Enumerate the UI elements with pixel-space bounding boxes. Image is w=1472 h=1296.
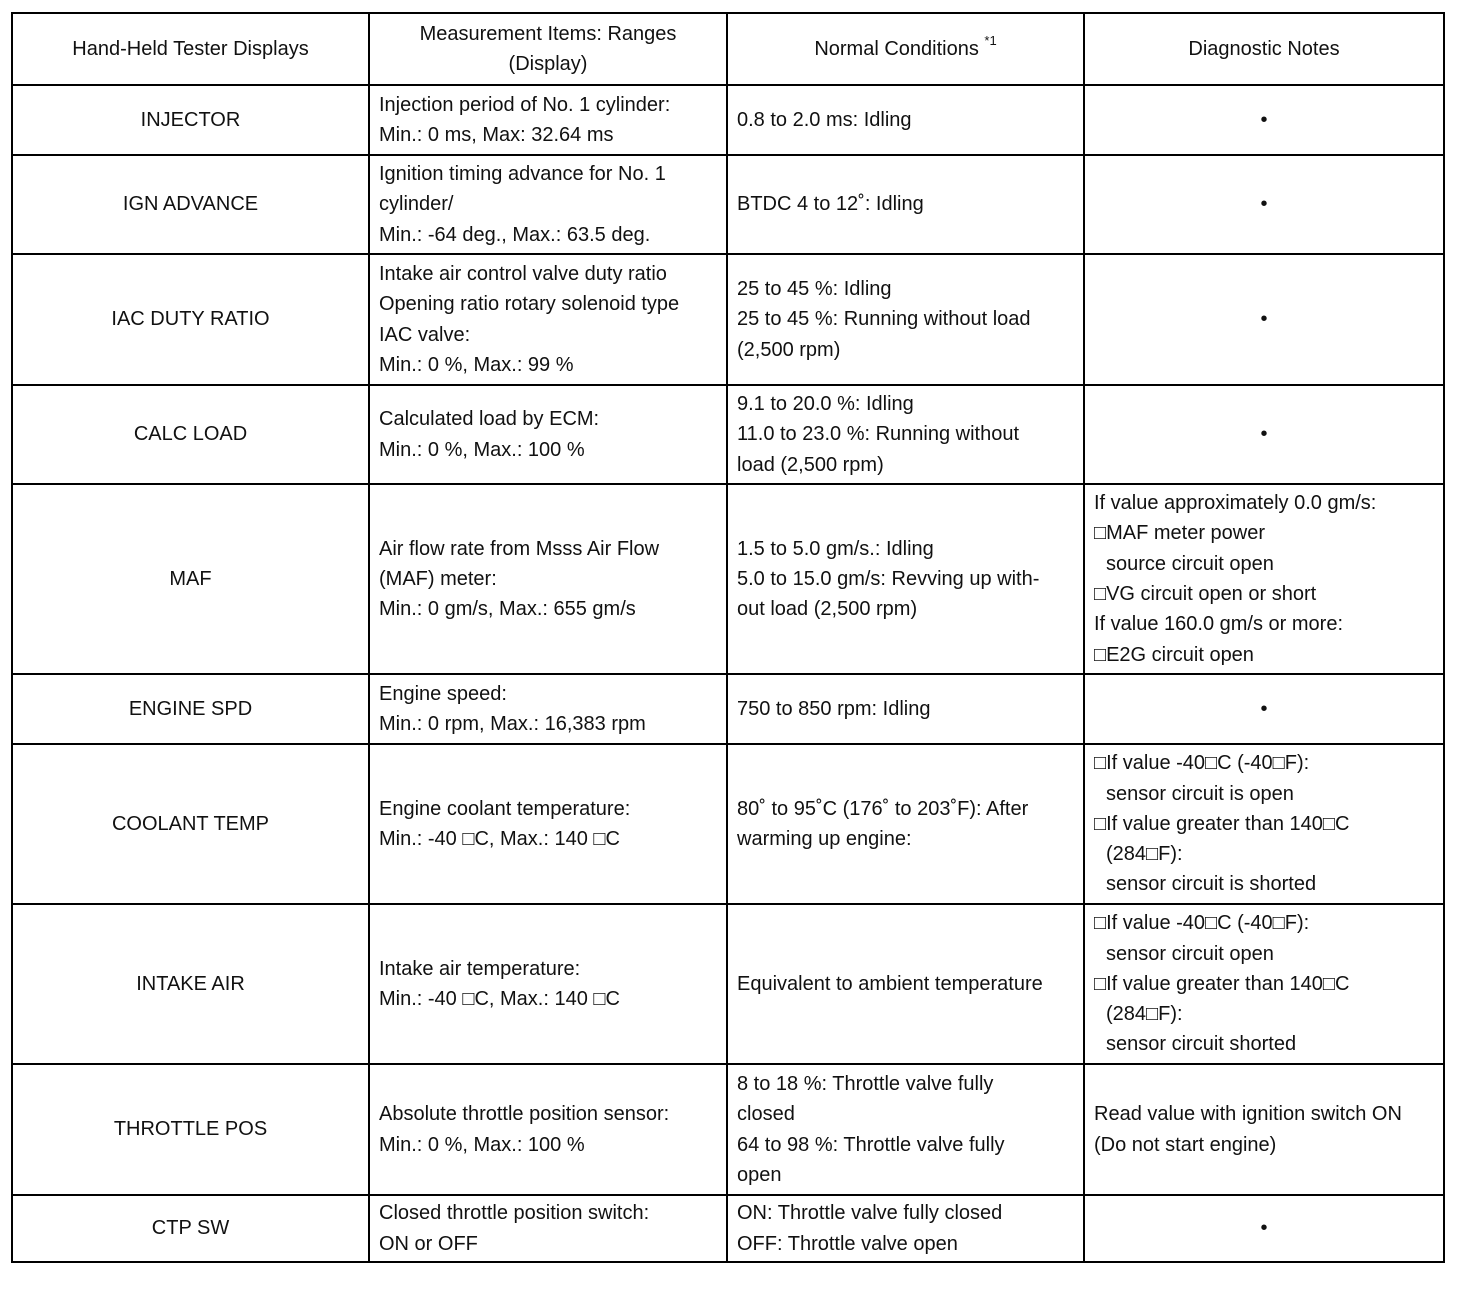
measurement-cell: Intake air temperature: Min.: -40 □C, Max.: 140 □C xyxy=(369,904,727,1064)
tester-display-cell: THROTTLE POS xyxy=(12,1064,369,1195)
diagnostic-notes-cell: • xyxy=(1084,155,1444,254)
table-row xyxy=(12,1195,1444,1262)
table-row xyxy=(12,744,1444,904)
diagnostic-notes-cell: • xyxy=(1084,254,1444,385)
tester-display-cell: IGN ADVANCE xyxy=(12,155,369,254)
normal-condition-cell: BTDC 4 to 12˚: Idling xyxy=(727,155,1084,254)
table-row xyxy=(12,484,1444,674)
footnote-marker: *1 xyxy=(984,33,997,49)
tester-display-cell: CTP SW xyxy=(12,1195,369,1262)
tester-display-cell: CALC LOAD xyxy=(12,385,369,484)
table-row xyxy=(12,254,1444,385)
table-row xyxy=(12,904,1444,1064)
tester-display-cell: COOLANT TEMP xyxy=(12,744,369,904)
normal-condition-cell: 9.1 to 20.0 %: Idling 11.0 to 23.0 %: Running without load (2,500 rpm) xyxy=(727,385,1084,484)
measurement-cell: Injection period of No. 1 cylinder: Min.: 0 ms, Max: 32.64 ms xyxy=(369,85,727,155)
table-row xyxy=(12,155,1444,254)
tester-display-cell: MAF xyxy=(12,484,369,674)
tester-display-cell: IAC DUTY RATIO xyxy=(12,254,369,385)
diagnostic-notes-cell: If value approximately 0.0 gm/s: □MAF meter power source circuit open □VG circuit open or short If value 160.0 gm/s or more: □E2G circuit open xyxy=(1084,484,1444,674)
normal-condition-cell: 1.5 to 5.0 gm/s.: Idling 5.0 to 15.0 gm/s: Revving up with- out load (2,500 rpm) xyxy=(727,484,1084,674)
diagnostic-notes-cell: □If value -40□C (-40□F): sensor circuit open □If value greater than 140□C (284□F): sensor circuit shorted xyxy=(1084,904,1444,1064)
tester-display-cell: INTAKE AIR xyxy=(12,904,369,1064)
table-row xyxy=(12,385,1444,484)
measurement-cell: Air flow rate from Msss Air Flow (MAF) meter: Min.: 0 gm/s, Max.: 655 gm/s xyxy=(369,484,727,674)
data-list-table xyxy=(11,12,1445,1263)
diagnostic-notes-cell: • xyxy=(1084,1195,1444,1262)
tester-display-cell: INJECTOR xyxy=(12,85,369,155)
measurement-cell: Engine speed: Min.: 0 rpm, Max.: 16,383 rpm xyxy=(369,674,727,744)
normal-condition-cell: Equivalent to ambient temperature xyxy=(727,904,1084,1064)
header-normal-conditions: Normal Conditions $^{*1}$ xyxy=(727,13,1084,85)
header-tester-displays: Hand-Held Tester Displays xyxy=(12,13,369,85)
tester-display-cell: ENGINE SPD xyxy=(12,674,369,744)
normal-condition-cell: 80˚ to 95˚C (176˚ to 203˚F): After warming up engine: xyxy=(727,744,1084,904)
table-row xyxy=(12,674,1444,744)
measurement-cell: Calculated load by ECM: Min.: 0 %, Max.: 100 % xyxy=(369,385,727,484)
measurement-cell: Closed throttle position switch: ON or OFF xyxy=(369,1195,727,1262)
normal-condition-cell: ON: Throttle valve fully closed OFF: Throttle valve open xyxy=(727,1195,1084,1262)
measurement-cell: Intake air control valve duty ratio Opening ratio rotary solenoid type IAC valve: Min.: 0 %, Max.: 99 % xyxy=(369,254,727,385)
diagnostic-notes-cell: • xyxy=(1084,385,1444,484)
header-row xyxy=(12,13,1444,85)
table-row xyxy=(12,1064,1444,1195)
normal-condition-cell: 25 to 45 %: Idling 25 to 45 %: Running without load (2,500 rpm) xyxy=(727,254,1084,385)
normal-condition-cell: 8 to 18 %: Throttle valve fully closed 64 to 98 %: Throttle valve fully open xyxy=(727,1064,1084,1195)
measurement-cell: Engine coolant temperature: Min.: -40 □C, Max.: 140 □C xyxy=(369,744,727,904)
table-row xyxy=(12,85,1444,155)
normal-condition-cell: 0.8 to 2.0 ms: Idling xyxy=(727,85,1084,155)
header-measurement-items: Measurement Items: Ranges (Display) xyxy=(369,13,727,85)
diagnostic-notes-cell: • xyxy=(1084,674,1444,744)
header-diagnostic-notes: Diagnostic Notes xyxy=(1084,13,1444,85)
diagnostic-notes-cell: Read value with ignition switch ON (Do not start engine) xyxy=(1084,1064,1444,1195)
normal-condition-cell: 750 to 850 rpm: Idling xyxy=(727,674,1084,744)
measurement-cell: Ignition timing advance for No. 1 cylinder/ Min.: -64 deg., Max.: 63.5 deg. xyxy=(369,155,727,254)
measurement-cell: Absolute throttle position sensor: Min.: 0 %, Max.: 100 % xyxy=(369,1064,727,1195)
diagnostic-notes-cell: □If value -40□C (-40□F): sensor circuit is open □If value greater than 140□C (284□F): sensor circuit is shorted xyxy=(1084,744,1444,904)
diagnostic-notes-cell: • xyxy=(1084,85,1444,155)
